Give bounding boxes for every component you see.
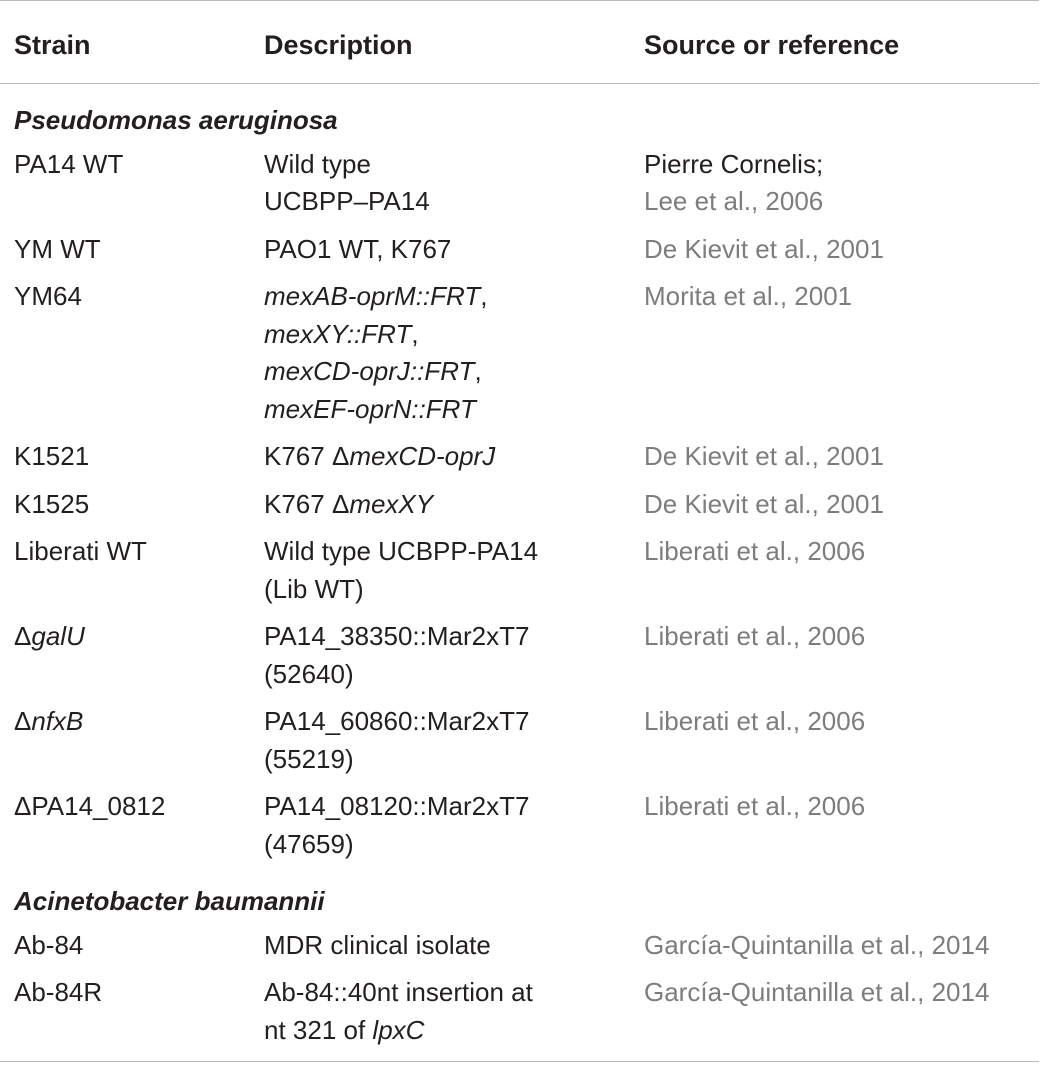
gene-name: nfxB (31, 706, 84, 736)
description-line: Wild type (264, 148, 371, 179)
table-row (0, 529, 1039, 614)
strain-cell: K1525 (14, 488, 90, 519)
reference-link[interactable]: García-Quintanilla et al., 2014 (644, 977, 990, 1007)
group-row-pseudomonas (0, 84, 1039, 142)
table-row (0, 699, 1039, 784)
gene-name: lpxC (372, 1014, 425, 1045)
delta-symbol: Δ (14, 706, 32, 736)
reference-link[interactable]: De Kievit et al., 2001 (644, 488, 884, 519)
description-line: mexEF-oprN::FRT (264, 393, 476, 424)
reference-link[interactable]: Liberati et al., 2006 (644, 536, 866, 566)
strain-cell: K1521 (14, 441, 90, 471)
table-row (0, 784, 1039, 869)
comma: , (411, 318, 419, 349)
source-cell (630, 142, 1039, 227)
strain-cell (0, 699, 250, 784)
description-line: PA14_60860::Mar2xT7 (264, 706, 530, 736)
group-label: Pseudomonas aeruginosa (14, 105, 338, 135)
description-cell (250, 699, 630, 784)
table-row (0, 614, 1039, 699)
source-cell (630, 529, 1039, 614)
description-line: mexXY::FRT (264, 318, 412, 349)
comma: , (474, 356, 482, 386)
source-text: Pierre Cornelis; (644, 148, 824, 179)
delta-symbol: Δ (14, 621, 32, 651)
reference-link[interactable]: De Kievit et al., 2001 (644, 441, 884, 471)
gene-name: galU (31, 621, 85, 651)
table-row (0, 482, 1039, 530)
description-cell (250, 970, 630, 1062)
reference-link[interactable]: Liberati et al., 2006 (644, 706, 866, 736)
strain-cell (0, 614, 250, 699)
strain-cell: PA14 WT (14, 148, 124, 179)
description-line: mexCD-oprJ::FRT (264, 356, 475, 386)
gene-name: mexXY (349, 488, 434, 519)
description-cell: PAO1 WT, K767 (264, 233, 452, 264)
source-cell (630, 274, 1039, 434)
source-cell (630, 482, 1039, 530)
reference-link[interactable]: De Kievit et al., 2001 (644, 233, 884, 264)
strain-cell: ΔPA14_0812 (14, 791, 166, 821)
strain-cell: Ab-84 (14, 929, 84, 960)
description-text: nt 321 of (264, 1014, 373, 1045)
description-text: K767 Δ (264, 488, 350, 519)
description-line: PA14_08120::Mar2xT7 (264, 791, 530, 821)
description-line: mexAB-oprM::FRT (264, 281, 481, 311)
strain-cell: Liberati WT (14, 536, 147, 566)
group-label: Acinetobacter baumannii (14, 886, 325, 916)
header-description: Description (250, 1, 630, 84)
reference-link[interactable]: Lee et al., 2006 (644, 186, 824, 216)
description-cell (250, 274, 630, 434)
reference-link[interactable]: Liberati et al., 2006 (644, 791, 866, 821)
source-cell (630, 699, 1039, 784)
description-cell (250, 434, 630, 482)
description-cell (250, 529, 630, 614)
reference-link[interactable]: García-Quintanilla et al., 2014 (644, 929, 990, 960)
table-row (0, 274, 1039, 434)
comma: , (480, 281, 488, 311)
source-cell (630, 227, 1039, 275)
header-source: Source or reference (630, 1, 1039, 84)
header-strain: Strain (0, 1, 250, 84)
source-cell (630, 614, 1039, 699)
source-cell (630, 434, 1039, 482)
table-row (0, 434, 1039, 482)
group-row-acinetobacter (0, 869, 1039, 923)
description-line: Wild type UCBPP-PA14 (264, 536, 539, 566)
description-cell (250, 614, 630, 699)
description-cell (250, 482, 630, 530)
description-text: K767 Δ (264, 441, 350, 471)
source-cell (630, 923, 1039, 971)
description-line: PA14_38350::Mar2xT7 (264, 621, 530, 651)
description-cell (250, 142, 630, 227)
description-cell (250, 784, 630, 869)
description-line: UCBPP–PA14 (264, 186, 430, 216)
strain-cell: YM64 (14, 281, 82, 311)
description-line: Ab-84::40nt insertion at (264, 977, 533, 1007)
table-row (0, 227, 1039, 275)
strain-cell: Ab-84R (0, 970, 250, 1062)
reference-link[interactable]: Morita et al., 2001 (644, 281, 853, 311)
table-row (0, 923, 1039, 971)
source-cell (630, 970, 1039, 1062)
header-row (0, 1, 1039, 84)
description-line: (Lib WT) (264, 573, 364, 604)
source-cell (630, 784, 1039, 869)
description-line: (47659) (264, 828, 354, 859)
table-row (0, 970, 1039, 1062)
strain-cell: YM WT (14, 233, 101, 264)
gene-name: mexCD-oprJ (349, 441, 496, 471)
description-line: (55219) (264, 743, 354, 774)
reference-link[interactable]: Liberati et al., 2006 (644, 621, 866, 651)
table-row (0, 142, 1039, 227)
description-line: (52640) (264, 658, 354, 689)
description-cell: MDR clinical isolate (264, 929, 491, 960)
